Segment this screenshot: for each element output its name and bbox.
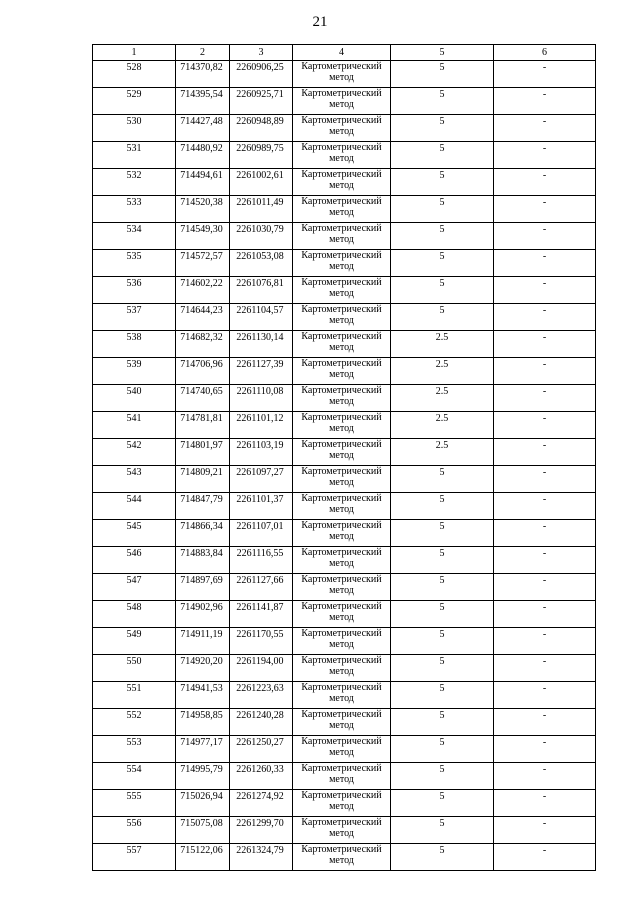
accuracy-cell: 5 xyxy=(391,709,494,736)
x-coordinate-cell: 714977,17 xyxy=(176,736,230,763)
x-coordinate-cell: 714572,57 xyxy=(176,250,230,277)
table-row xyxy=(93,385,596,412)
y-coordinate-cell: 2261104,57 xyxy=(230,304,293,331)
point-number-cell: 542 xyxy=(93,439,176,466)
table-row xyxy=(93,763,596,790)
note-cell: - xyxy=(494,61,596,88)
x-coordinate-cell: 714549,30 xyxy=(176,223,230,250)
point-number-cell: 541 xyxy=(93,412,176,439)
note-cell: - xyxy=(494,736,596,763)
note-cell: - xyxy=(494,601,596,628)
point-number-cell: 551 xyxy=(93,682,176,709)
note-cell: - xyxy=(494,223,596,250)
method-cell: Картометрический метод xyxy=(293,88,391,115)
x-coordinate-cell: 714740,65 xyxy=(176,385,230,412)
accuracy-cell: 5 xyxy=(391,574,494,601)
note-cell: - xyxy=(494,358,596,385)
method-cell: Картометрический метод xyxy=(293,601,391,628)
point-number-cell: 543 xyxy=(93,466,176,493)
method-cell: Картометрический метод xyxy=(293,169,391,196)
point-number-cell: 550 xyxy=(93,655,176,682)
accuracy-cell: 5 xyxy=(391,736,494,763)
y-coordinate-cell: 2261101,12 xyxy=(230,412,293,439)
note-cell: - xyxy=(494,304,596,331)
y-coordinate-cell: 2261324,79 xyxy=(230,844,293,871)
y-coordinate-cell: 2260906,25 xyxy=(230,61,293,88)
point-number-cell: 545 xyxy=(93,520,176,547)
table-row xyxy=(93,115,596,142)
point-number-cell: 544 xyxy=(93,493,176,520)
method-cell: Картометрический метод xyxy=(293,574,391,601)
note-cell: - xyxy=(494,439,596,466)
y-coordinate-cell: 2261130,14 xyxy=(230,331,293,358)
table-row xyxy=(93,439,596,466)
note-cell: - xyxy=(494,520,596,547)
x-coordinate-cell: 714866,34 xyxy=(176,520,230,547)
method-cell: Картометрический метод xyxy=(293,439,391,466)
point-number-cell: 538 xyxy=(93,331,176,358)
x-coordinate-cell: 714395,54 xyxy=(176,88,230,115)
table-row xyxy=(93,574,596,601)
x-coordinate-cell: 714911,19 xyxy=(176,628,230,655)
y-coordinate-cell: 2261097,27 xyxy=(230,466,293,493)
x-coordinate-cell: 714995,79 xyxy=(176,763,230,790)
note-cell: - xyxy=(494,88,596,115)
point-number-cell: 529 xyxy=(93,88,176,115)
table-row xyxy=(93,655,596,682)
table-row xyxy=(93,493,596,520)
method-cell: Картометрический метод xyxy=(293,817,391,844)
point-number-cell: 537 xyxy=(93,304,176,331)
table-row xyxy=(93,358,596,385)
note-cell: - xyxy=(494,763,596,790)
table-row xyxy=(93,682,596,709)
x-coordinate-cell: 714958,85 xyxy=(176,709,230,736)
accuracy-cell: 5 xyxy=(391,250,494,277)
table-row xyxy=(93,142,596,169)
point-number-cell: 531 xyxy=(93,142,176,169)
table-row xyxy=(93,277,596,304)
y-coordinate-cell: 2261127,39 xyxy=(230,358,293,385)
accuracy-cell: 5 xyxy=(391,115,494,142)
method-cell: Картометрический метод xyxy=(293,277,391,304)
table-body xyxy=(93,61,596,871)
y-coordinate-cell: 2261240,28 xyxy=(230,709,293,736)
table-row xyxy=(93,223,596,250)
table-row xyxy=(93,520,596,547)
point-number-cell: 532 xyxy=(93,169,176,196)
header-cell: 2 xyxy=(176,45,230,61)
header-cell: 6 xyxy=(494,45,596,61)
point-number-cell: 546 xyxy=(93,547,176,574)
y-coordinate-cell: 2261250,27 xyxy=(230,736,293,763)
point-number-cell: 534 xyxy=(93,223,176,250)
method-cell: Картометрический метод xyxy=(293,250,391,277)
y-coordinate-cell: 2261127,66 xyxy=(230,574,293,601)
table-row xyxy=(93,169,596,196)
point-number-cell: 533 xyxy=(93,196,176,223)
point-number-cell: 553 xyxy=(93,736,176,763)
method-cell: Картометрический метод xyxy=(293,493,391,520)
accuracy-cell: 2.5 xyxy=(391,385,494,412)
accuracy-cell: 5 xyxy=(391,817,494,844)
note-cell: - xyxy=(494,790,596,817)
method-cell: Картометрический метод xyxy=(293,790,391,817)
table-row xyxy=(93,412,596,439)
accuracy-cell: 5 xyxy=(391,277,494,304)
table-row xyxy=(93,466,596,493)
accuracy-cell: 2.5 xyxy=(391,331,494,358)
note-cell: - xyxy=(494,493,596,520)
table-row xyxy=(93,817,596,844)
point-number-cell: 552 xyxy=(93,709,176,736)
accuracy-cell: 5 xyxy=(391,169,494,196)
note-cell: - xyxy=(494,331,596,358)
table-row xyxy=(93,250,596,277)
table-row xyxy=(93,736,596,763)
y-coordinate-cell: 2261030,79 xyxy=(230,223,293,250)
note-cell: - xyxy=(494,277,596,304)
accuracy-cell: 5 xyxy=(391,304,494,331)
note-cell: - xyxy=(494,655,596,682)
accuracy-cell: 2.5 xyxy=(391,358,494,385)
y-coordinate-cell: 2261141,87 xyxy=(230,601,293,628)
y-coordinate-cell: 2261103,19 xyxy=(230,439,293,466)
point-number-cell: 555 xyxy=(93,790,176,817)
point-number-cell: 539 xyxy=(93,358,176,385)
table-row xyxy=(93,790,596,817)
table-header xyxy=(93,45,596,61)
x-coordinate-cell: 714602,22 xyxy=(176,277,230,304)
accuracy-cell: 5 xyxy=(391,601,494,628)
y-coordinate-cell: 2261101,37 xyxy=(230,493,293,520)
y-coordinate-cell: 2261260,33 xyxy=(230,763,293,790)
method-cell: Картометрический метод xyxy=(293,223,391,250)
x-coordinate-cell: 714941,53 xyxy=(176,682,230,709)
method-cell: Картометрический метод xyxy=(293,115,391,142)
method-cell: Картометрический метод xyxy=(293,736,391,763)
x-coordinate-cell: 714781,81 xyxy=(176,412,230,439)
accuracy-cell: 5 xyxy=(391,88,494,115)
x-coordinate-cell: 715075,08 xyxy=(176,817,230,844)
accuracy-cell: 5 xyxy=(391,223,494,250)
accuracy-cell: 5 xyxy=(391,547,494,574)
x-coordinate-cell: 715026,94 xyxy=(176,790,230,817)
method-cell: Картометрический метод xyxy=(293,682,391,709)
y-coordinate-cell: 2261107,01 xyxy=(230,520,293,547)
x-coordinate-cell: 714897,69 xyxy=(176,574,230,601)
point-number-cell: 547 xyxy=(93,574,176,601)
table-row xyxy=(93,844,596,871)
x-coordinate-cell: 714370,82 xyxy=(176,61,230,88)
note-cell: - xyxy=(494,574,596,601)
accuracy-cell: 5 xyxy=(391,844,494,871)
header-cell: 5 xyxy=(391,45,494,61)
note-cell: - xyxy=(494,115,596,142)
x-coordinate-cell: 714427,48 xyxy=(176,115,230,142)
page-number: 21 xyxy=(312,14,328,30)
x-coordinate-cell: 714920,20 xyxy=(176,655,230,682)
point-number-cell: 548 xyxy=(93,601,176,628)
note-cell: - xyxy=(494,817,596,844)
y-coordinate-cell: 2261110,08 xyxy=(230,385,293,412)
point-number-cell: 536 xyxy=(93,277,176,304)
table-row xyxy=(93,304,596,331)
note-cell: - xyxy=(494,682,596,709)
method-cell: Картометрический метод xyxy=(293,547,391,574)
header-cell: 4 xyxy=(293,45,391,61)
y-coordinate-cell: 2261299,70 xyxy=(230,817,293,844)
method-cell: Картометрический метод xyxy=(293,412,391,439)
accuracy-cell: 5 xyxy=(391,61,494,88)
method-cell: Картометрический метод xyxy=(293,304,391,331)
accuracy-cell: 2.5 xyxy=(391,439,494,466)
note-cell: - xyxy=(494,385,596,412)
y-coordinate-cell: 2261116,55 xyxy=(230,547,293,574)
y-coordinate-cell: 2261002,61 xyxy=(230,169,293,196)
method-cell: Картометрический метод xyxy=(293,331,391,358)
method-cell: Картометрический метод xyxy=(293,61,391,88)
point-number-cell: 556 xyxy=(93,817,176,844)
accuracy-cell: 5 xyxy=(391,790,494,817)
table-row xyxy=(93,88,596,115)
y-coordinate-cell: 2261223,63 xyxy=(230,682,293,709)
note-cell: - xyxy=(494,412,596,439)
method-cell: Картометрический метод xyxy=(293,196,391,223)
accuracy-cell: 2.5 xyxy=(391,412,494,439)
accuracy-cell: 5 xyxy=(391,763,494,790)
note-cell: - xyxy=(494,547,596,574)
method-cell: Картометрический метод xyxy=(293,709,391,736)
table-row xyxy=(93,196,596,223)
y-coordinate-cell: 2260948,89 xyxy=(230,115,293,142)
x-coordinate-cell: 714847,79 xyxy=(176,493,230,520)
method-cell: Картометрический метод xyxy=(293,385,391,412)
table-row xyxy=(93,601,596,628)
x-coordinate-cell: 714902,96 xyxy=(176,601,230,628)
table-row xyxy=(93,628,596,655)
method-cell: Картометрический метод xyxy=(293,142,391,169)
x-coordinate-cell: 714520,38 xyxy=(176,196,230,223)
note-cell: - xyxy=(494,466,596,493)
y-coordinate-cell: 2261170,55 xyxy=(230,628,293,655)
note-cell: - xyxy=(494,709,596,736)
y-coordinate-cell: 2261076,81 xyxy=(230,277,293,304)
method-cell: Картометрический метод xyxy=(293,466,391,493)
accuracy-cell: 5 xyxy=(391,196,494,223)
x-coordinate-cell: 714644,23 xyxy=(176,304,230,331)
method-cell: Картометрический метод xyxy=(293,844,391,871)
x-coordinate-cell: 715122,06 xyxy=(176,844,230,871)
table-row xyxy=(93,547,596,574)
point-number-cell: 528 xyxy=(93,61,176,88)
header-cell: 1 xyxy=(93,45,176,61)
x-coordinate-cell: 714801,97 xyxy=(176,439,230,466)
header-row xyxy=(93,45,596,61)
x-coordinate-cell: 714494,61 xyxy=(176,169,230,196)
accuracy-cell: 5 xyxy=(391,520,494,547)
table-row xyxy=(93,709,596,736)
y-coordinate-cell: 2261053,08 xyxy=(230,250,293,277)
note-cell: - xyxy=(494,169,596,196)
x-coordinate-cell: 714706,96 xyxy=(176,358,230,385)
point-number-cell: 557 xyxy=(93,844,176,871)
y-coordinate-cell: 2261011,49 xyxy=(230,196,293,223)
method-cell: Картометрический метод xyxy=(293,520,391,547)
x-coordinate-cell: 714682,32 xyxy=(176,331,230,358)
y-coordinate-cell: 2261274,92 xyxy=(230,790,293,817)
method-cell: Картометрический метод xyxy=(293,655,391,682)
method-cell: Картометрический метод xyxy=(293,763,391,790)
accuracy-cell: 5 xyxy=(391,682,494,709)
coordinates-table xyxy=(92,44,596,871)
accuracy-cell: 5 xyxy=(391,628,494,655)
y-coordinate-cell: 2261194,00 xyxy=(230,655,293,682)
x-coordinate-cell: 714809,21 xyxy=(176,466,230,493)
note-cell: - xyxy=(494,142,596,169)
accuracy-cell: 5 xyxy=(391,466,494,493)
note-cell: - xyxy=(494,250,596,277)
note-cell: - xyxy=(494,628,596,655)
x-coordinate-cell: 714480,92 xyxy=(176,142,230,169)
point-number-cell: 554 xyxy=(93,763,176,790)
note-cell: - xyxy=(494,196,596,223)
table-row xyxy=(93,331,596,358)
accuracy-cell: 5 xyxy=(391,655,494,682)
point-number-cell: 530 xyxy=(93,115,176,142)
method-cell: Картометрический метод xyxy=(293,358,391,385)
method-cell: Картометрический метод xyxy=(293,628,391,655)
accuracy-cell: 5 xyxy=(391,142,494,169)
point-number-cell: 549 xyxy=(93,628,176,655)
y-coordinate-cell: 2260989,75 xyxy=(230,142,293,169)
note-cell: - xyxy=(494,844,596,871)
y-coordinate-cell: 2260925,71 xyxy=(230,88,293,115)
point-number-cell: 540 xyxy=(93,385,176,412)
header-cell: 3 xyxy=(230,45,293,61)
point-number-cell: 535 xyxy=(93,250,176,277)
accuracy-cell: 5 xyxy=(391,493,494,520)
table-row xyxy=(93,61,596,88)
x-coordinate-cell: 714883,84 xyxy=(176,547,230,574)
